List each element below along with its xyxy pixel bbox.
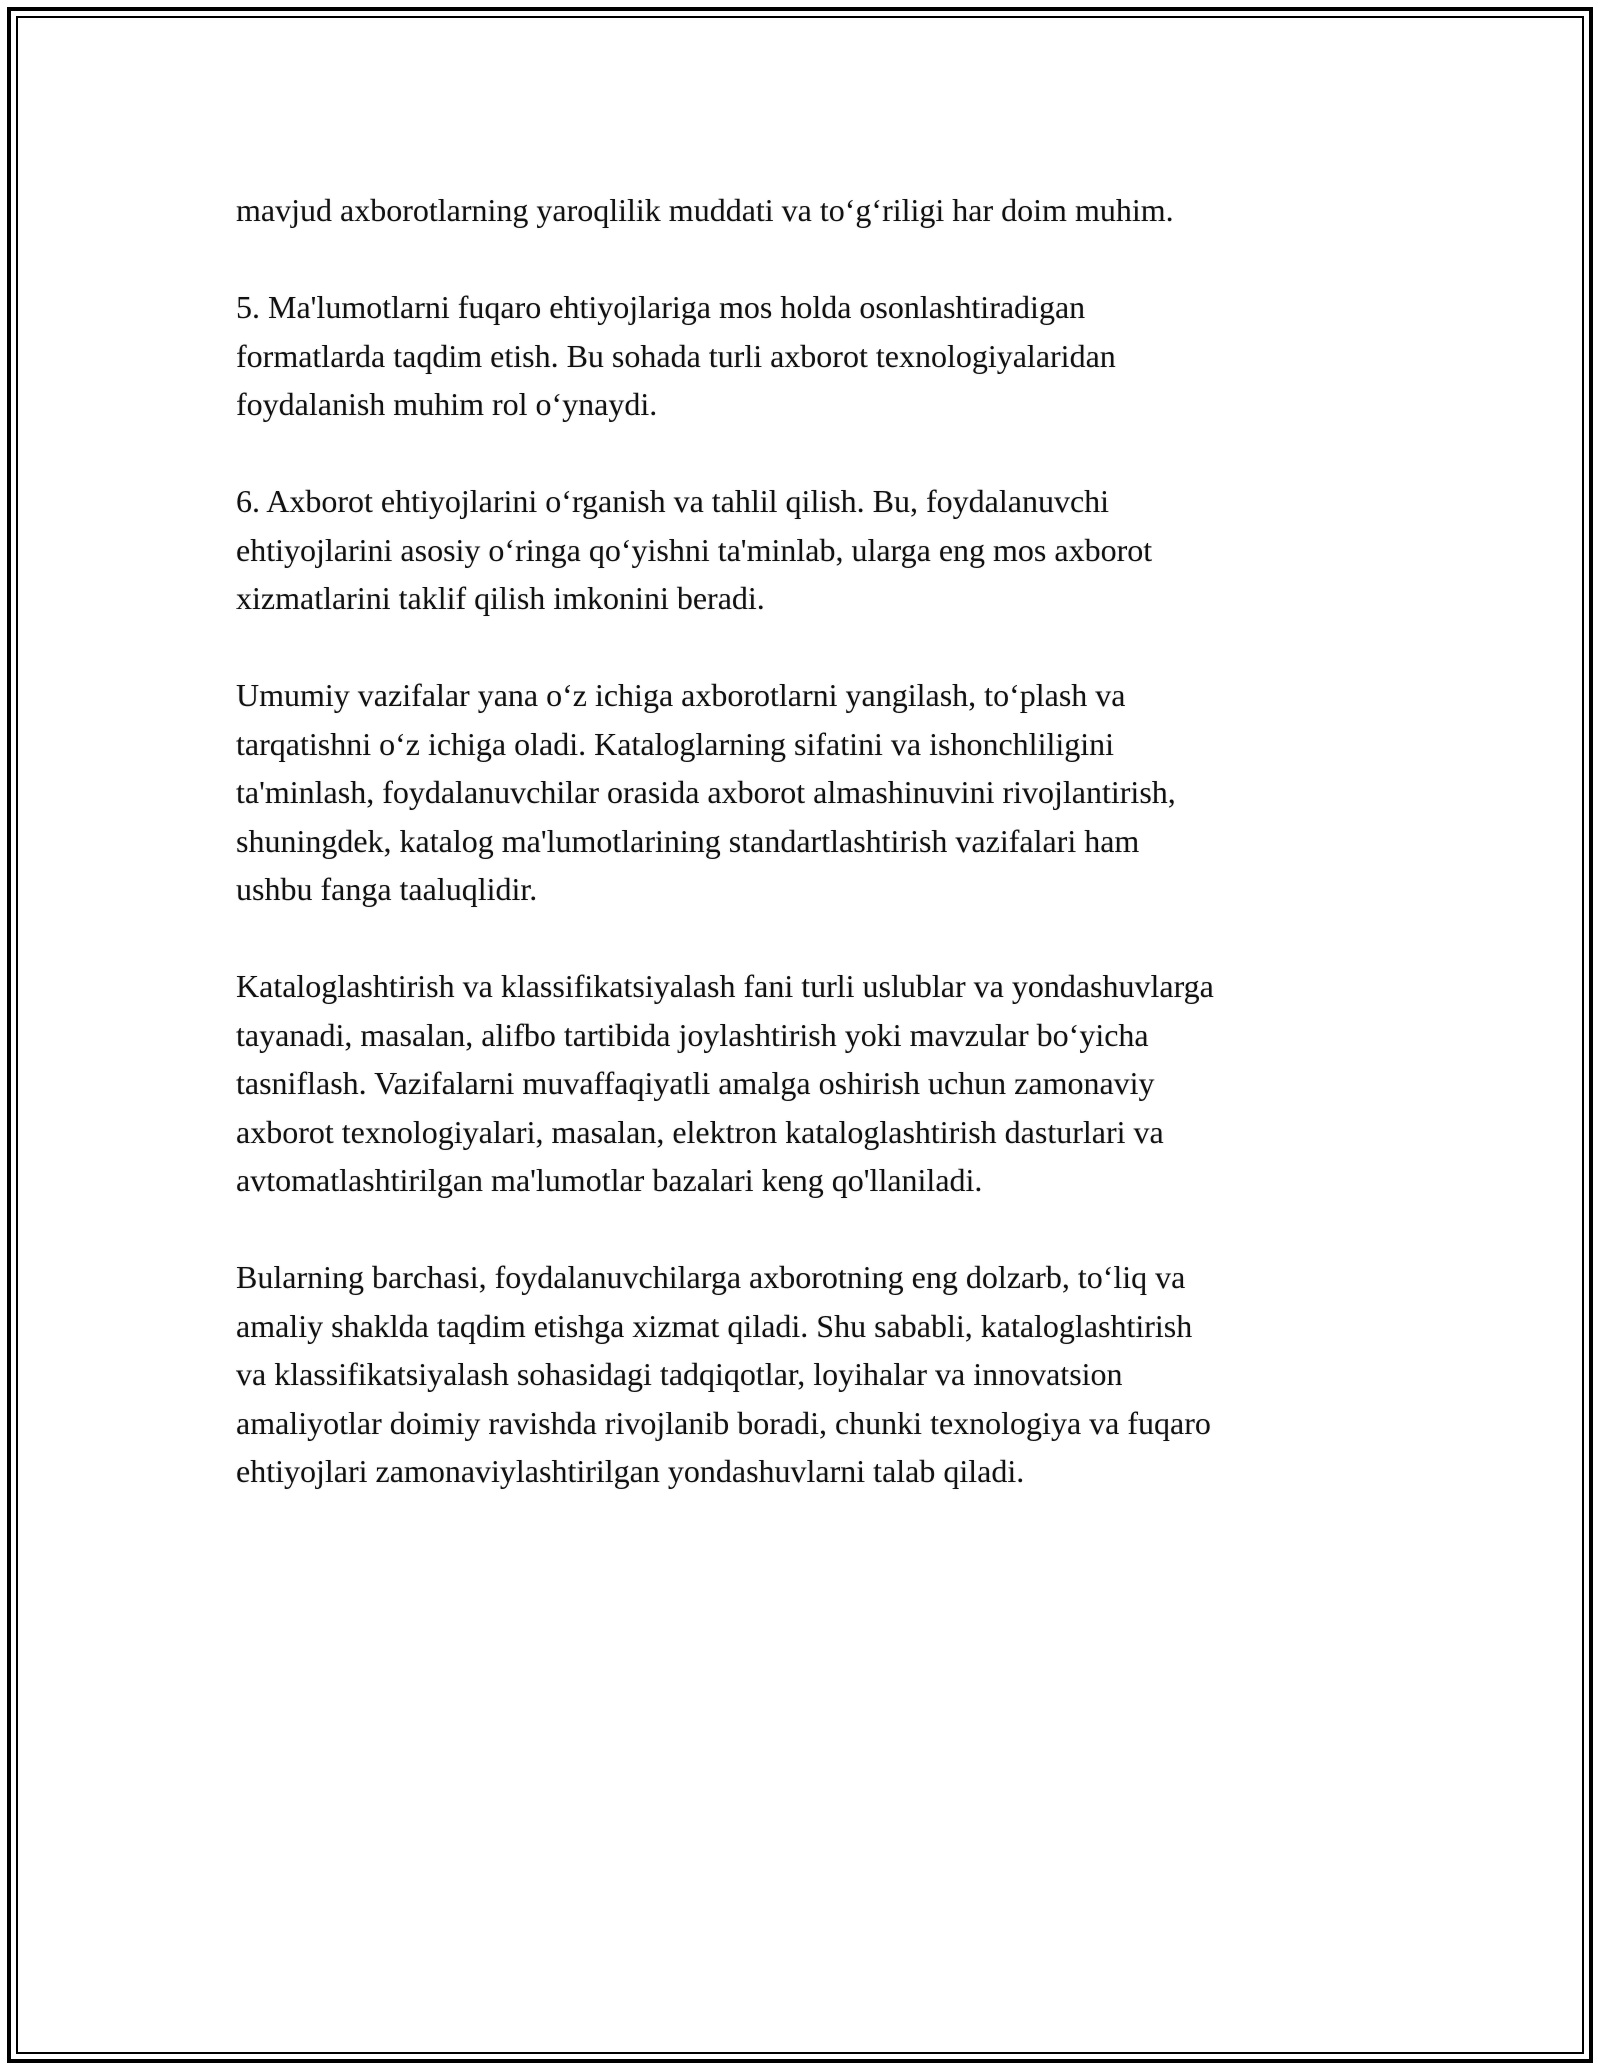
text-line: 6. Axborot ehtiyojlarini o‘rganish va tahlil qilish. Bu, foydalanuvchi xyxy=(236,483,1110,519)
text-line: amaliy shaklda taqdim etishga xizmat qiladi. Shu sababli, kataloglashtirish xyxy=(236,1307,1193,1344)
text-line: foydalanish muhim rol o‘ynaydi. xyxy=(236,386,658,422)
text-line: tasniflash. Vazifalarni muvaffaqiyatli amalga oshirish uchun zamonaviy xyxy=(236,1065,1155,1101)
text-line: Umumiy vazifalar yana o‘z ichiga axborotlarni yangilash, to‘plash va xyxy=(236,677,1126,713)
text-line: ehtiyojlari zamonaviylashtirilgan yondashuvlarni talab qiladi. xyxy=(236,1453,1025,1489)
text-line: ta'minlash, foydalanuvchilar orasida axborot almashinuvini rivojlantirish, xyxy=(236,774,1176,810)
text-line: shuningdek, katalog ma'lumotlarining standartlashtirish vazifalari ham xyxy=(236,822,1140,859)
text-line: avtomatlashtirilgan ma'lumotlar bazalari keng qo'llaniladi. xyxy=(236,1162,983,1198)
text-line: Kataloglashtirish va klassifikatsiyalash fani turli uslublar va yondashuvlarga xyxy=(236,968,1214,1004)
text-line: formatlarda taqdim etish. Bu sohada turli axborot texnologiyalaridan xyxy=(236,337,1116,374)
paragraph-6 xyxy=(236,1253,1386,1496)
text-line: mavjud axborotlarning yaroqlilik muddati va to‘g‘riligi har doim muhim. xyxy=(236,192,1174,228)
text-line: xizmatlarini taklif qilish imkonini beradi. xyxy=(236,580,765,616)
text-line: tayanadi, masalan, alifbo tartibida joylashtirish yoki mavzular bo‘yicha xyxy=(236,1016,1149,1053)
text-line: va klassifikatsiyalash sohasidagi tadqiqotlar, loyihalar va innovatsion xyxy=(236,1356,1123,1392)
text-line: ehtiyojlarini asosiy o‘ringa qo‘yishni ta'minlab, ularga eng mos axborot xyxy=(236,531,1153,568)
text-line: ushbu fanga taaluqlidir. xyxy=(236,871,538,907)
text-line: Bularning barchasi, foydalanuvchilarga axborotning eng dolzarb, to‘liq va xyxy=(236,1259,1186,1295)
paragraph-3-item-6 xyxy=(236,477,1386,623)
document-body xyxy=(236,186,1386,1544)
paragraph-4 xyxy=(236,671,1386,914)
paragraph-1 xyxy=(236,186,1386,235)
text-line: tarqatishni o‘z ichiga oladi. Kataloglarning sifatini va ishonchliligini xyxy=(236,725,1115,762)
paragraph-5 xyxy=(236,962,1386,1205)
text-line: 5. Ma'lumotlarni fuqaro ehtiyojlariga mos holda osonlashtiradigan xyxy=(236,289,1086,325)
text-line: axborot texnologiyalari, masalan, elektron kataloglashtirish dasturlari va xyxy=(236,1113,1164,1150)
text-line: amaliyotlar doimiy ravishda rivojlanib boradi, chunki texnologiya va fuqaro xyxy=(236,1404,1211,1441)
paragraph-2-item-5 xyxy=(236,283,1386,429)
